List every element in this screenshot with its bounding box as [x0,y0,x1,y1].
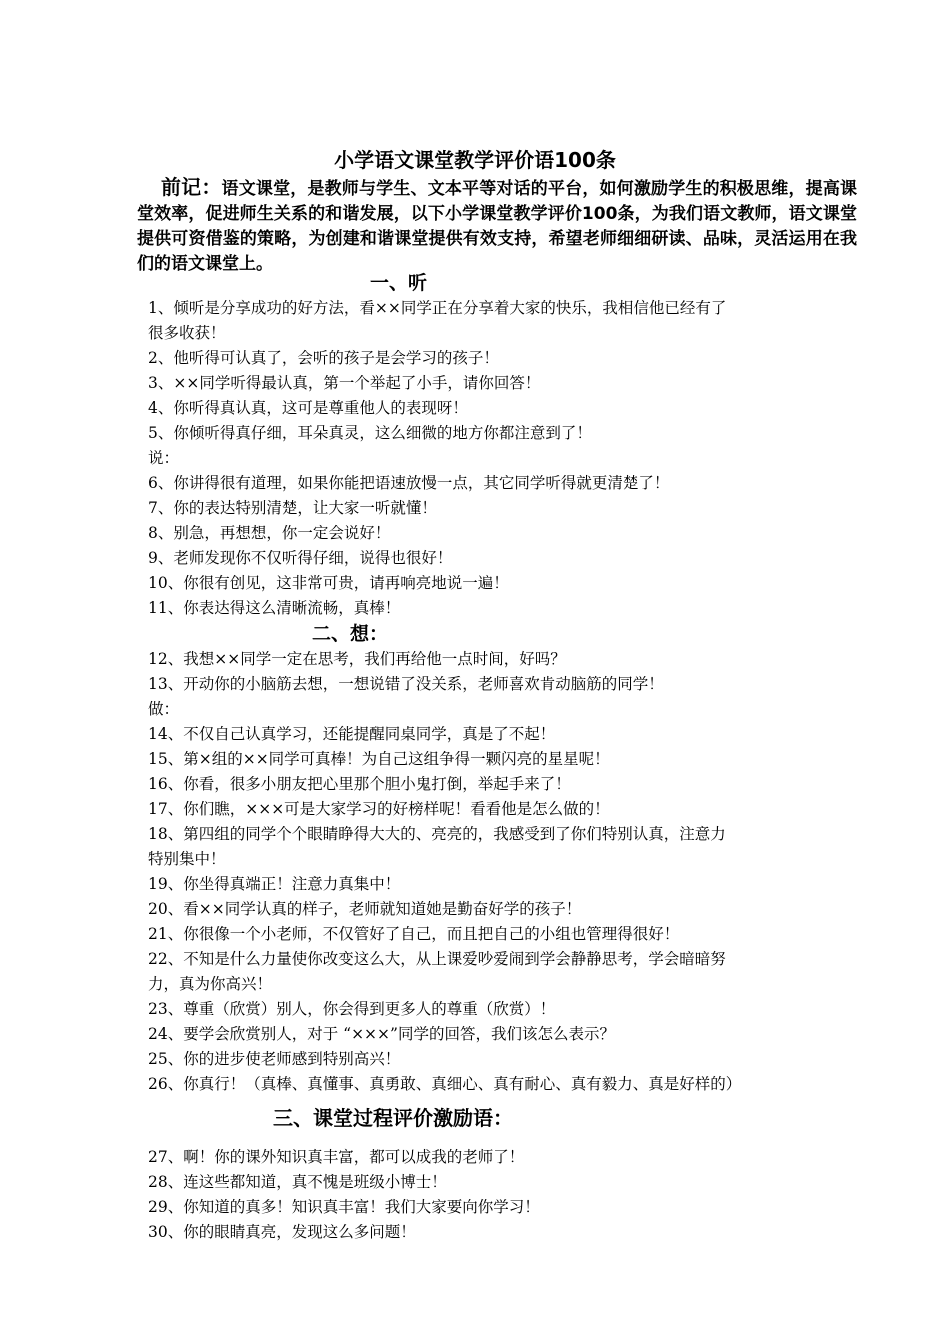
list-item: 20、看××同学认真的样子，老师就知道她是勤奋好学的孩子！ [148,900,582,918]
list-item: 27、啊！你的课外知识真丰富，都可以成我的老师了！ [148,1148,525,1166]
preface-label: 前记： [161,175,222,199]
list-item: 30、你的眼睛真亮，发现这么多问题！ [148,1223,416,1241]
list-item: 3、××同学听得最认真，第一个举起了小手，请你回答！ [148,374,541,392]
preface-text: 语文课堂，是教师与学生、文本平等对话的平台，如何激励学生的积极思维，提高课堂效率，促进师生关系的和谐发展，以下小学课堂教学评价100条，为我们语文教师，语文课堂提供可资借鉴的策略，为创建和谐课堂提供有效支持，希望老师细细研读、品味，灵活运用在我们的语文课堂上。 [137,179,858,274]
list-item: 15、第×组的××同学可真棒！为自己这组争得一颗闪亮的星星呢！ [148,750,610,768]
list-item: 很多收获！ [148,324,226,342]
list-item: 16、你看，很多小朋友把心里那个胆小鬼打倒，举起手来了！ [148,775,571,793]
section-heading-listen: 一、听 [370,272,428,294]
list-item: 力，真为你高兴！ [148,975,273,993]
list-item: 8、别急，再想想，你一定会说好！ [148,524,391,542]
list-item: 29、你知道的真多！知识真丰富！我们大家要向你学习！ [148,1198,540,1216]
list-item: 17、你们瞧，×××可是大家学习的好榜样呢！看看他是怎么做的！ [148,800,610,818]
list-item: 14、不仅自己认真学习，还能提醒同桌同学，真是了不起！ [148,725,556,743]
list-item: 9、老师发现你不仅听得仔细，说得也很好！ [148,549,453,567]
list-item: 特别集中！ [148,850,226,868]
list-item: 18、第四组的同学个个眼睛睁得大大的、亮亮的，我感受到了你们特别认真，注意力 [148,825,726,843]
list-item: 25、你的进步使老师感到特别高兴！ [148,1050,401,1068]
preface-paragraph [137,175,857,277]
list-item: 23、尊重（欣赏）别人，你会得到更多人的尊重（欣赏）！ [148,1000,556,1018]
list-item: 10、你很有创见，这非常可贵，请再响亮地说一遍！ [148,574,509,592]
list-item: 22、不知是什么力量使你改变这么大，从上课爱吵爱闹到学会静静思考，学会暗暗努 [148,950,726,968]
list-item: 12、我想××同学一定在思考，我们再给他一点时间，好吗？ [148,650,566,668]
section-heading-think: 二、想： [312,623,389,645]
subsection-label-do: 做： [148,700,180,718]
list-item: 26、你真行！（真棒、真懂事、真勇敢、真细心、真有耐心、真有毅力、真是好样的） [148,1075,742,1093]
list-item: 5、你倾听得真仔细，耳朵真灵，这么细微的地方你都注意到了！ [148,424,592,442]
subsection-label-say: 说： [148,449,180,467]
list-item: 4、你听得真认真，这可是尊重他人的表现呀！ [148,399,468,417]
list-item: 6、你讲得很有道理，如果你能把语速放慢一点，其它同学听得就更清楚了！ [148,474,670,492]
document-title: 小学语文课堂教学评价语100条 [334,148,616,172]
list-item: 7、你的表达特别清楚，让大家一听就懂！ [148,499,437,517]
list-item: 21、你很像一个小老师，不仅管好了自己，而且把自己的小组也管理得很好！ [148,925,680,943]
list-item: 13、开动你的小脑筋去想，一想说错了没关系，老师喜欢肯动脑筋的同学！ [148,675,664,693]
section-heading-process: 三、课堂过程评价激励语： [273,1106,513,1130]
list-item: 28、连这些都知道，真不愧是班级小博士！ [148,1173,447,1191]
list-item: 2、他听得可认真了，会听的孩子是会学习的孩子！ [148,349,499,367]
list-item: 1、倾听是分享成功的好方法，看××同学正在分享着大家的快乐，我相信他已经有了 [148,299,727,317]
list-item: 24、要学会欣赏别人，对于 “×××”同学的回答，我们该怎么表示？ [148,1025,615,1043]
list-item: 19、你坐得真端正！注意力真集中！ [148,875,401,893]
list-item: 11、你表达得这么清晰流畅，真棒！ [148,599,401,617]
